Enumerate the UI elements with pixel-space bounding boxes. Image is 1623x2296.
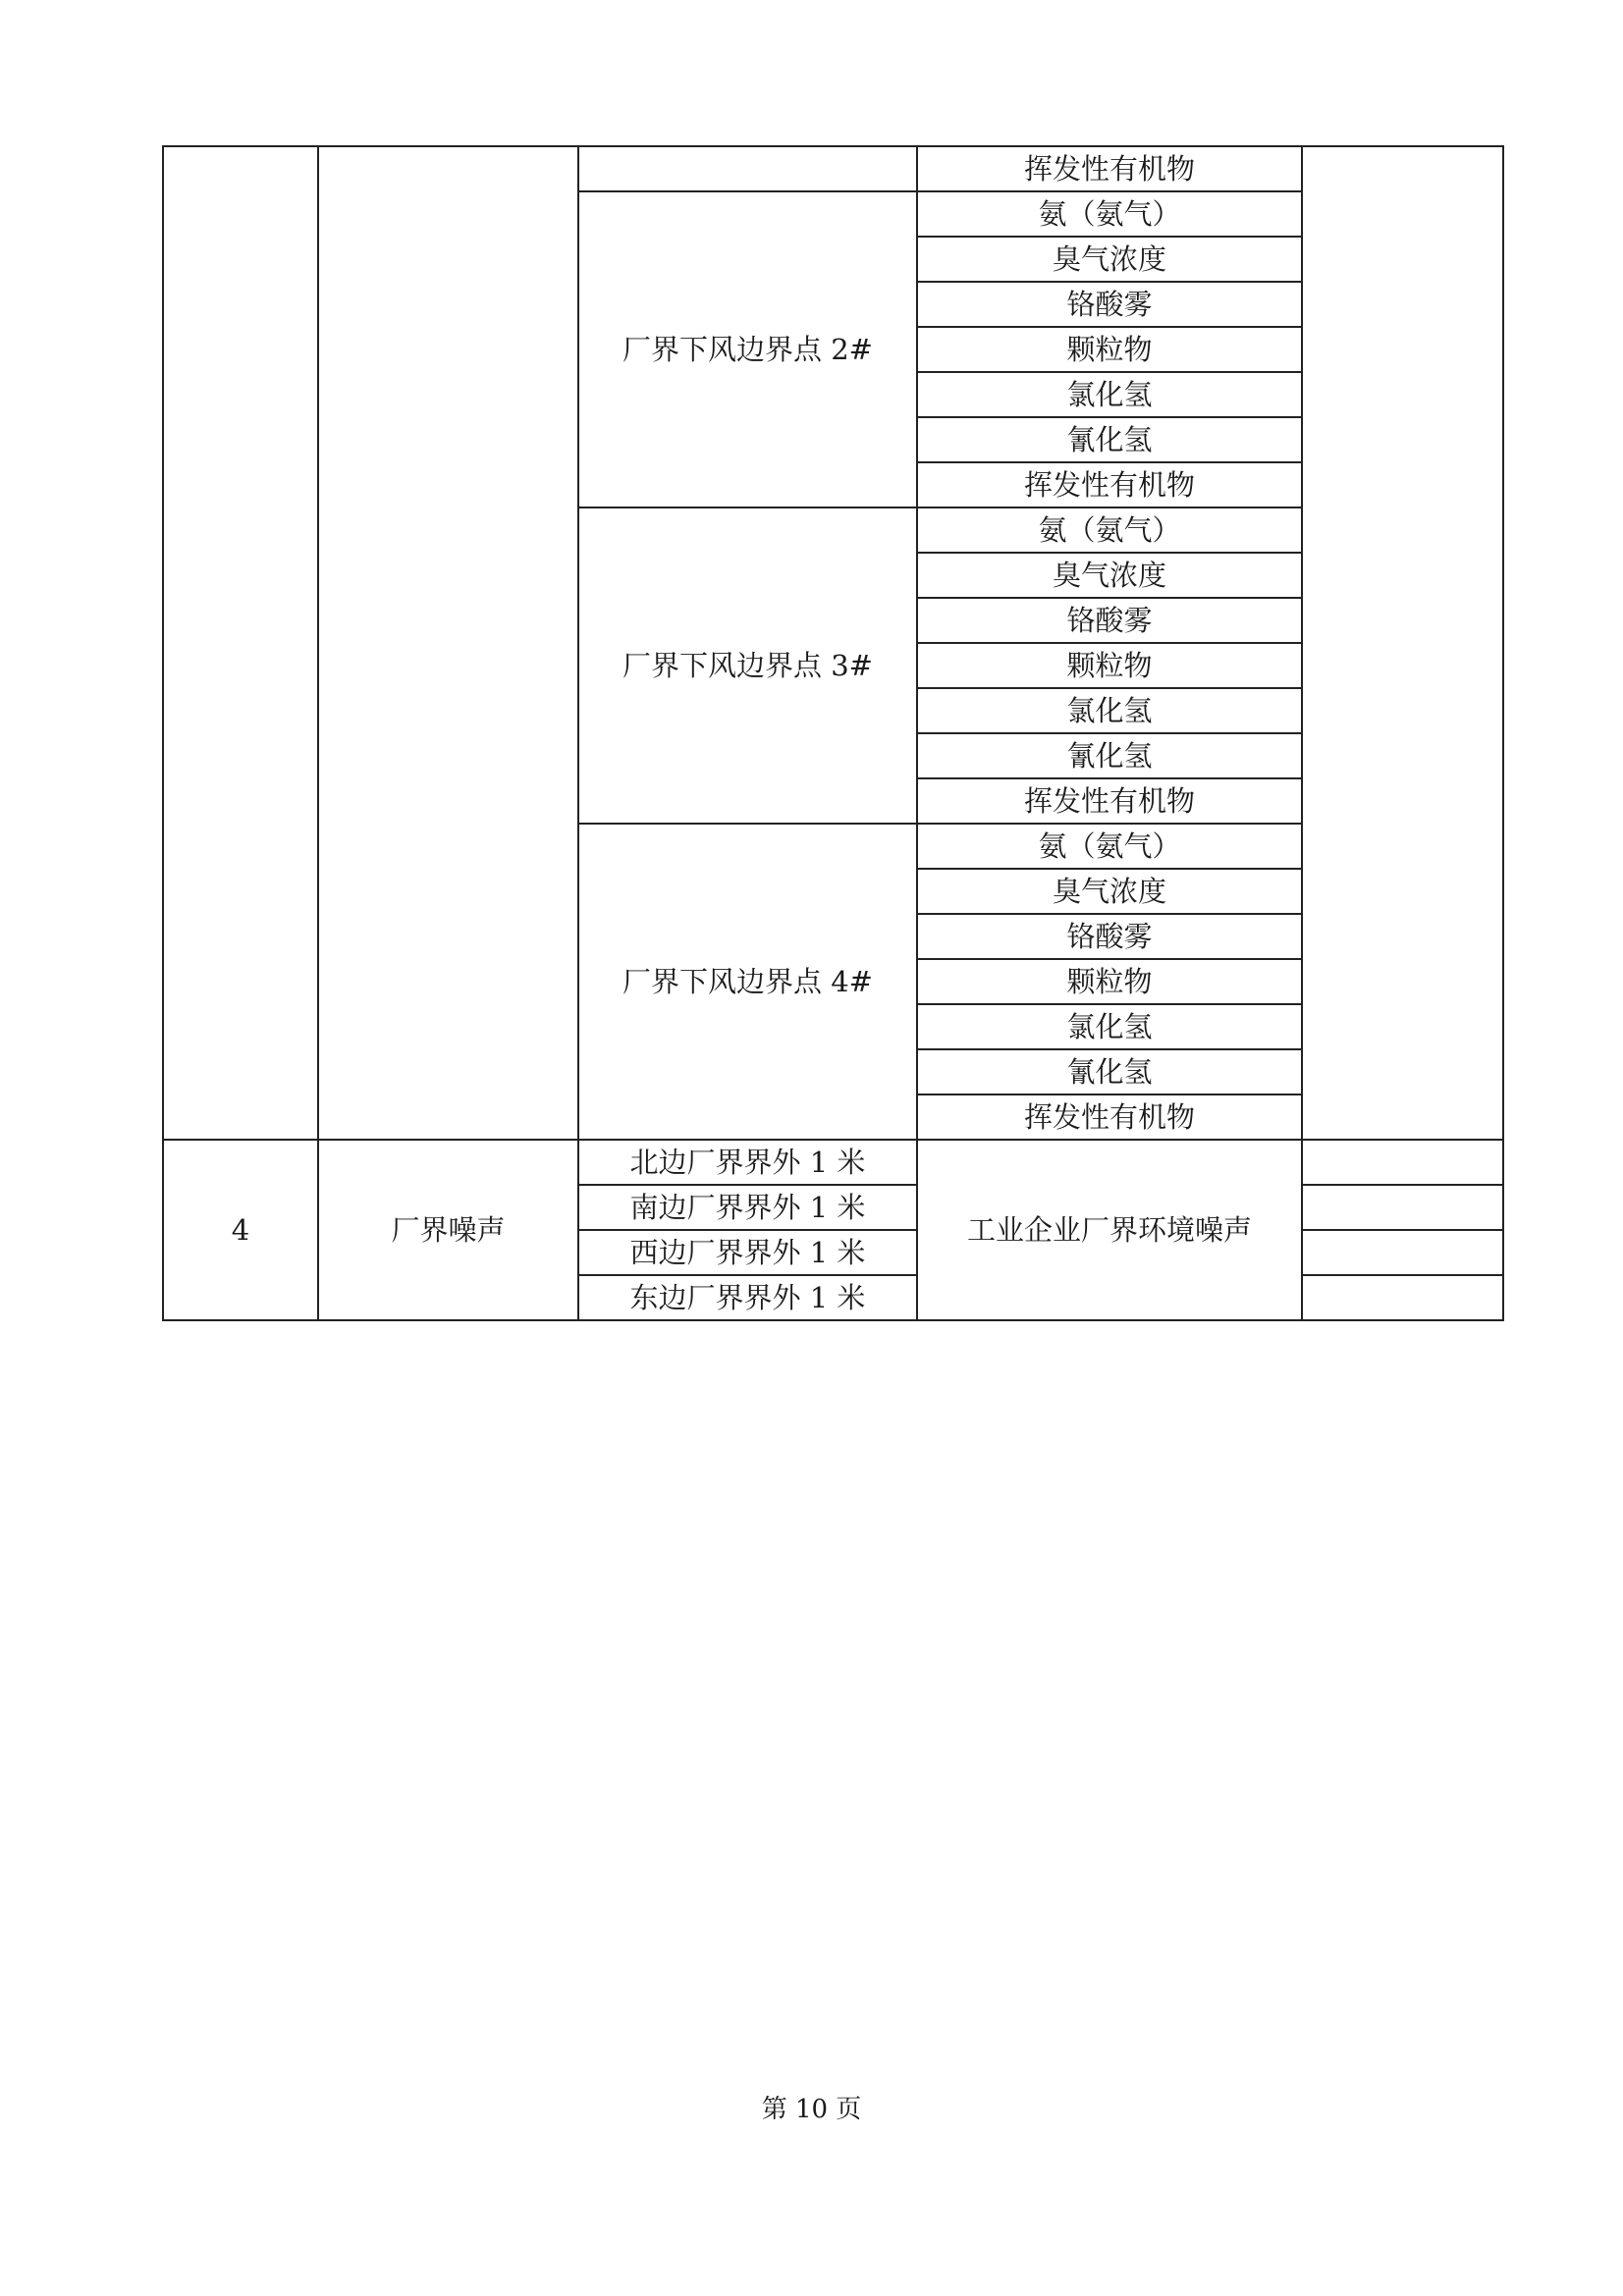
section-index: 4 [163,1140,318,1320]
pollutant-cell: 挥发性有机物 [917,1095,1302,1140]
noise-point-cell: 南边厂界界外 1 米 [578,1185,917,1230]
noise-point-cell: 东边厂界界外 1 米 [578,1275,917,1320]
pollutant-cell: 氯化氢 [917,688,1302,733]
noise-point-cell: 北边厂界界外 1 米 [578,1140,917,1185]
pollutant-cell: 氯化氢 [917,372,1302,417]
remark-cell-empty [1302,146,1503,1140]
pollutant-cell: 挥发性有机物 [917,778,1302,824]
pollutant-cell: 铬酸雾 [917,914,1302,959]
pollutant-cell: 氰化氢 [917,1049,1302,1095]
remark-cell-empty [1302,1185,1503,1230]
pollutant-cell: 挥发性有机物 [917,462,1302,507]
noise-point-cell: 西边厂界界外 1 米 [578,1230,917,1275]
pollutant-cell: 颗粒物 [917,959,1302,1004]
section-category: 厂界噪声 [318,1140,578,1320]
pollutant-cell: 挥发性有机物 [917,146,1302,191]
remark-cell-empty [1302,1275,1503,1320]
remark-cell-empty [1302,1230,1503,1275]
pollutant-cell: 颗粒物 [917,327,1302,372]
pollutant-cell: 氨（氨气） [917,824,1302,869]
monitoring-point-cell: 厂界下风边界点 3# [578,507,917,824]
table-row [163,1140,1503,1185]
category-cell-empty [318,146,578,1140]
table-row [163,146,1503,191]
index-cell-empty [163,146,318,1140]
pollutant-cell: 铬酸雾 [917,598,1302,643]
pollutant-cell: 氨（氨气） [917,191,1302,237]
monitoring-point-cell: 厂界下风边界点 2# [578,191,917,507]
remark-cell-empty [1302,1140,1503,1185]
pollutant-cell: 氨（氨气） [917,507,1302,553]
pollutant-cell: 铬酸雾 [917,282,1302,327]
page-number: 第 10 页 [761,2095,862,2124]
pollutant-cell: 臭气浓度 [917,237,1302,282]
pollutant-cell: 臭气浓度 [917,869,1302,914]
noise-item-cell: 工业企业厂界环境噪声 [917,1140,1302,1320]
pollutant-cell: 臭气浓度 [917,553,1302,598]
pollutant-cell: 颗粒物 [917,643,1302,688]
pollutant-cell: 氰化氢 [917,733,1302,778]
pollutant-cell: 氯化氢 [917,1004,1302,1049]
point-cell-empty [578,146,917,191]
monitoring-table [162,145,1504,1321]
monitoring-point-cell: 厂界下风边界点 4# [578,824,917,1140]
pollutant-cell: 氰化氢 [917,417,1302,462]
